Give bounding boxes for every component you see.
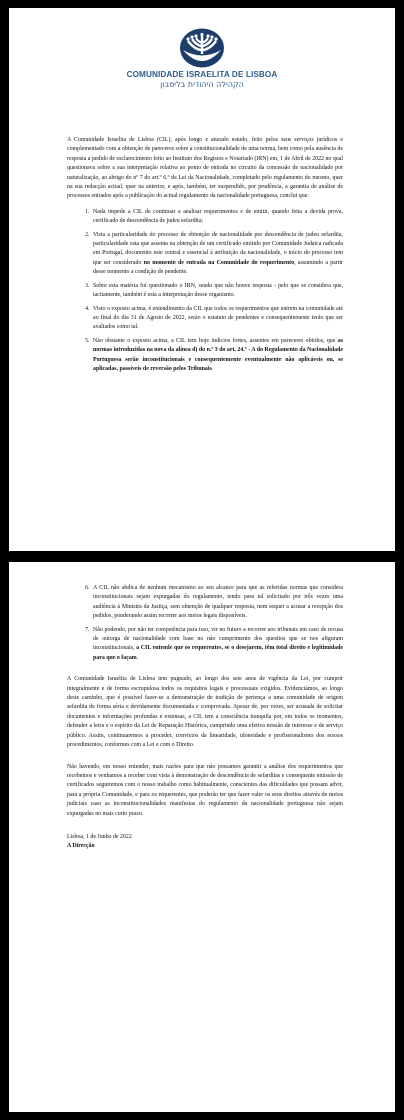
menorah-emblem-icon (179, 28, 225, 68)
page-2-body (67, 584, 343, 852)
list-item: 5. Não obstante o exposto acima, a CIL tem hoje indícios fortes, assentes em pareceres obtidos, que as normas introduzidas na nova da alínea d) do n.º 3 do art. 24.º - A do Regulamento da Nacionalidade Portuguesa serão inconstitucionais e consequentemente eventualmente não aplicáveis ou, se aplicadas, passíveis de reversão pelos Tribunais. (91, 337, 343, 375)
letterhead (9, 28, 395, 89)
list-item: 4. Visto o exposto acima, é entendimento da CIL que todos os requerimentos que entrem na comunidade até ao final do dia 31 de Agosto de 2022, serão o estatuto de pendentes e consequentemente terão que ser avaliados como tal. (91, 305, 343, 333)
organization-name: COMUNIDADE ISRAELITA DE LISBOA (126, 70, 278, 79)
list-item: 1. Nada impede a CIL de continuar a analisar requerimentos e de emitir, quando feita a devida prova, certificado de descendência de judeu sefardita; (91, 208, 343, 227)
organization-name-hebrew: הקהילה היהודית בליסבון (160, 80, 244, 89)
conclusions-list (67, 208, 343, 375)
intro-paragraph: A Comunidade Israelita de Lisboa (CIL), após longo e aturado estudo, feito pelos seus serviços jurídicos e complementado com a obtenção de pareceres sobre a constitucionalidade de uma norma, bem como pela ausência de resposta a pedido de esclarecimento feito ao Instituto dos Registos e Notariado (IRN) em, 1 de Abril de 2022 no qual questionava sobre a sua interpretação relativa ao ponto de entrada no circuito da concessão de nacionalidade por naturalização, ao abrigo do nº 7 do art.º 6.º da Lei da Nacionalidade, completado pelo regulamento do mesmo, quer na sua redacção actual, quer na anterior, e após, também, ter suspendido, por prudência, a garantia de análise de processos entrados após a publicação do actual regulamento da nacionalidade portuguesa, conclui que: (67, 137, 343, 200)
list-item: 3. Sobre esta matéria foi questionado o IRN, sendo que não houve resposta - pelo que se considera que, tacitamente, também é esta a interpretação desse organismo. (91, 282, 343, 301)
list-item: 7. Não podendo, por não ter competência para isso, vir no futuro a recorrer aos tribunais em caso de recusa de outorga de nacionalidade com base no não cumprimento dos quesitos que se nos afiguram inconstitucionais, a CIL entende que os requerentes, se o desejarem, têm total direito e legitimidade para que o façam. (91, 626, 343, 664)
page-1-body (67, 136, 343, 380)
document-page-2 (9, 562, 395, 1112)
document-page-1 (9, 8, 395, 551)
signature: A Direcção (67, 843, 95, 850)
document-date: Lisboa, 1 de Junho de 2022 (67, 833, 132, 840)
list-item: 2. Vista a particularidade do processo de obtenção de nacionalidade por descendência de judeu sefardita, particularidade esta que assenta na obtenção de um certificado emitido por Comunidade Judaica radicada em Portugal, documento este central e essencial à atribuição da nacionalidade, o início do processo tem que ser considerado no momento de entrada na Comunidade do requerimento, assumindo a partir desse momento a condição de pendente. (91, 231, 343, 278)
body-paragraph: Não havendo, em nosso entender, mais razões para que não possamos garantir a análise dos requerimentos que recebemos e venhamos a receber com vista à demonstração de descendência de sefarditas e consequente emissão de certificados seguiremos com o nosso trabalho como habitualmente, conscientes das dificuldades que possam advir, para a própria Comunidade, e para os requerentes, que poderão ter que fazer valer os seus direitos através de meios judiciais caso as inconstitucionalidades manifestas do regulamento da nacionalidade portuguesa não sejam expurgadas no mais curto prazo. (67, 763, 343, 817)
conclusions-list-continued (67, 584, 343, 663)
signature-block (67, 833, 343, 852)
list-item: 6. A CIL não abdica de nenhum mecanismo ao seu alcance para que as referidas normas que considera inconstitucionais sejam expurgadas do regulamento, tendo para tal solicitado por três vezes uma audiência à Ministra da Justiça, sem obtenção de qualquer resposta, nem sequer a acusar a recepção dos pedidos, ponderando assim recorrer aos meios legais disponíveis. (91, 584, 343, 622)
body-paragraph: A Comunidade Israelita de Lisboa tem pugnado, ao longo dos sete anos de vigência da Lei, por cumprir integralmente e de forma escrupulosa todos os requisitos legais e processuais exigidos. Evidenciámos, ao longo deste caminho, que é possível fazer-se a demonstração de tradição de pertença a uma comunidade de origem sefardita de forma séria e devidamente documentada e comprovada. Apesar de, por vezes, ser acusada de solicitar documentos e informações profundas e extensas, a CIL tem a consciência tranquila por, em todos os momentos, defender a letra e o espírito da Lei de Reparação Histórica, cumprindo uma efetiva missão de interesse e de serviço público. Assim, continuaremos a proceder, convictos da linearidade, idoneidade e profissionalismo dos nossos procedimentos, conformes com a Lei e com o Direito. (67, 676, 343, 749)
